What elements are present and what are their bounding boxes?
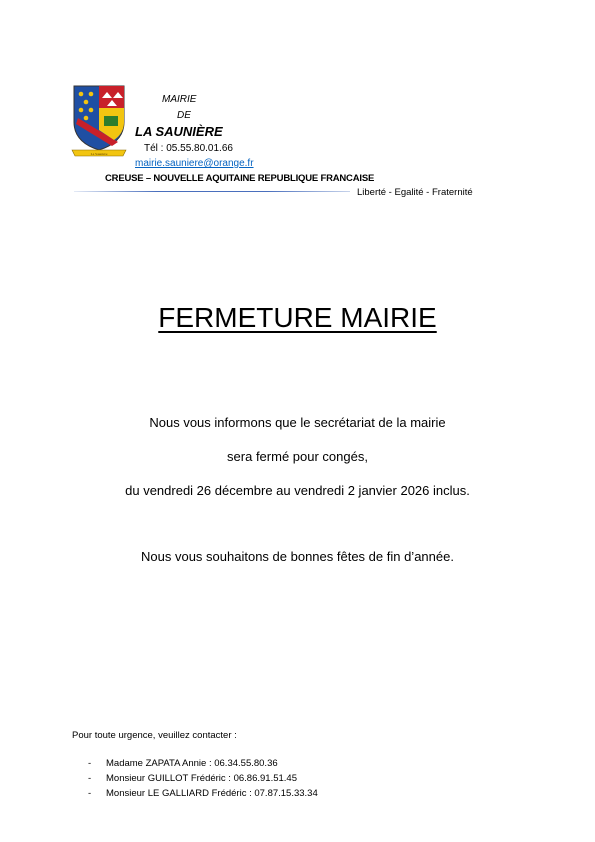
town-name: LA SAUNIÈRE [135,124,223,139]
contact-text: Monsieur GUILLOT Frédéric : 06.86.91.51.45 [106,773,297,784]
body-line-2: sera fermé pour congés, [227,449,368,464]
header-divider [74,191,350,192]
body-line-1: Nous vous informons que le secrétariat de la mairie [149,415,446,430]
bullet-dash: - [88,788,92,799]
bullet-dash: - [88,758,92,769]
body-line-4: Nous vous souhaitons de bonnes fêtes de fin d’année. [141,549,454,564]
mairie-label: MAIRIE [162,94,197,105]
region-label: CREUSE – NOUVELLE AQUITAINE REPUBLIQUE FRANCAISE [105,173,375,184]
contact-item [88,773,297,784]
contact-item [88,758,278,769]
phone-number: Tél : 05.55.80.01.66 [144,143,233,154]
contact-item [88,788,318,799]
coat-of-arms-logo [68,82,130,158]
email-link[interactable]: mairie.sauniere@orange.fr [135,158,254,169]
contact-text: Madame ZAPATA Annie : 06.34.55.80.36 [106,758,278,769]
page-title-text: FERMETURE MAIRIE [158,302,437,333]
crest-motto-text: La Saunière [90,152,108,156]
contact-text: Monsieur LE GALLIARD Frédéric : 07.87.15.33.34 [106,788,318,799]
de-label: DE [177,110,191,121]
page-title [0,302,595,334]
urgency-intro: Pour toute urgence, veuillez contacter : [72,730,237,741]
bullet-dash: - [88,773,92,784]
body-line-3: du vendredi 26 décembre au vendredi 2 janvier 2026 inclus. [125,483,470,498]
republic-motto: Liberté - Egalité - Fraternité [357,187,473,198]
